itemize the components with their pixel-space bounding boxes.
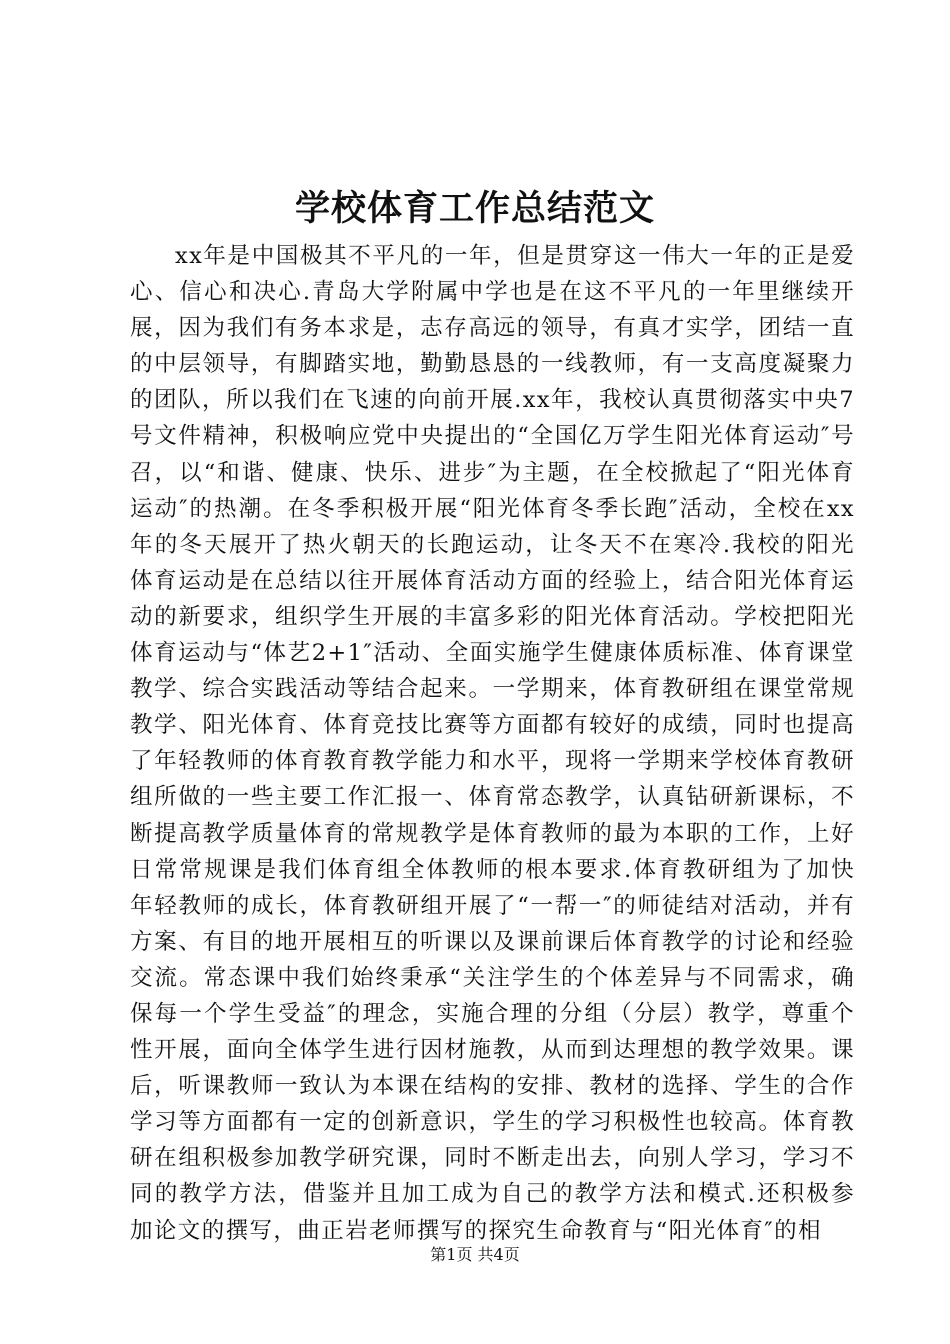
page-number-footer: 第1页 共4页 [430,1245,520,1264]
document-body-paragraph: xx年是中国极其不平凡的一年，但是贯穿这一伟大一年的正是爱心、信心和决心.青岛大学附属中学也是在这不平凡的一年里继续开展，因为我们有务本求是，志存高远的领导，有真才实学，团结一直的中层领导，有脚踏实地，勤勤恳恳的一线教师，有一支高度凝聚力的团队，所以我们在飞速的向前开展.xx年，我校认真贯彻落实中央7号文件精神，积极响应党中央提出的“全国亿万学生阳光体育运动″号召，以“和谐、健康、快乐、进步″为主题，在全校掀起了“阳光体育运动″的热潮。在冬季积极开展“阳光体育冬季长跑″活动，全校在xx年的冬天展开了热火朝天的长跑运动，让冬天不在寒冷.我校的阳光体育运动是在总结以往开展体育活动方面的经验上，结合阳光体育运动的新要求，组织学生开展的丰富多彩的阳光体育活动。学校把阳光体育运动与“体艺2+1″活动、全面实施学生健康体质标准、体育课堂教学、综合实践活动等结合起来。一学期来，体育教研组在课堂常规教学、阳光体育、体育竞技比赛等方面都有较好的成绩，同时也提高了年轻教师的体育教育教学能力和水平，现将一学期来学校体育教研组所做的一些主要工作汇报一、体育常态教学，认真钻研新课标，不断提高教学质量体育的常规教学是体育教师的最为本职的工作，上好日常常规课是我们体育组全体教师的根本要求.体育教研组为了加快年轻教师的成长，体育教研组开展了“一帮一″的师徒结对活动，并有方案、有目的地开展相互的听课以及课前课后体育教学的讨论和经验交流。常态课中我们始终秉承“关注学生的个体差异与不同需求，确保每一个学生受益″的理念，实施合理的分组（分层）教学，尊重个性开展，面向全体学生进行因材施教，从而到达理想的教学效果。课后，听课教师一致认为本课在结构的安排、教材的选择、学生的合作学习等方面都有一定的创新意识，学生的学习积极性也较高。体育教研在组积极参加教学研究课，同时不断走出去，向别人学习，学习不同的教学方法，借鉴并且加工成为自己的教学方法和模式.还积极参加论文的撰写，曲正岩老师撰写的探究生命教育与“阳光体育″的相 [130,243,855,1244]
document-title: 学校体育工作总结范文 [294,188,655,229]
